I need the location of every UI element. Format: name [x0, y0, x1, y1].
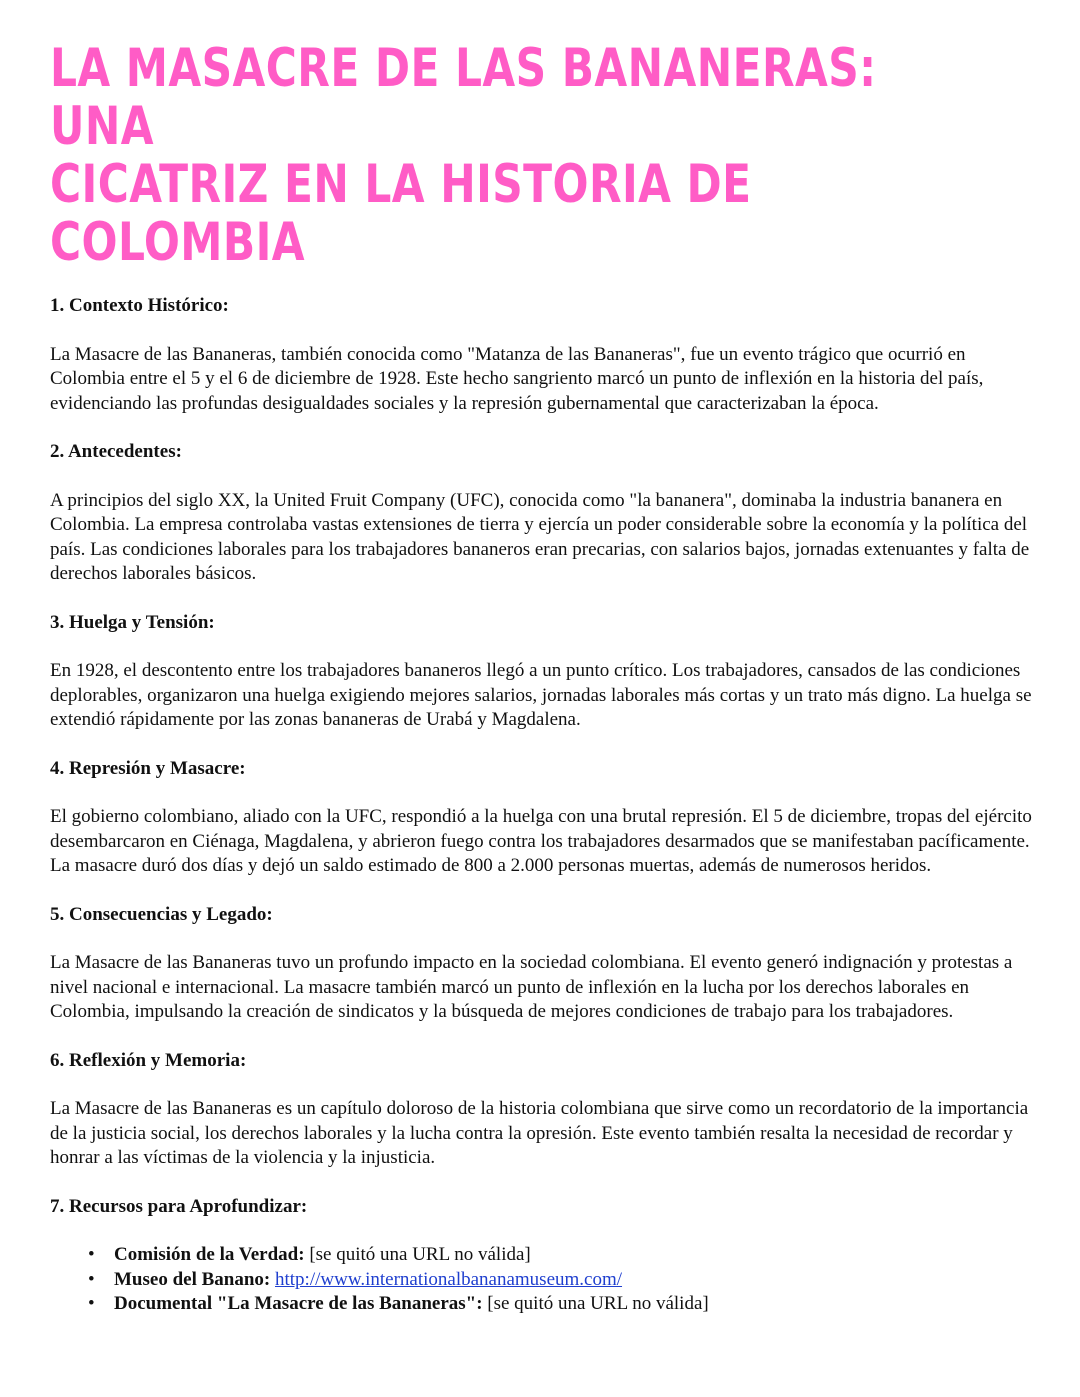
document-page [50, 40, 1035, 1317]
section-heading: 7. Recursos para Aprofundizar: [50, 1195, 308, 1217]
resources-list [50, 1243, 1035, 1317]
section-body: La Masacre de las Bananeras tuvo un profundo impacto en la sociedad colombiana. El evento generó indignación y protestas a nivel nacional e internacional. La masacre también marcó un punto de inflexión en la lucha por los derechos laborales en Colombia, impulsando la creación de sindicatos y la búsqueda de mejores condiciones de trabajo para los trabajadores. [50, 952, 1013, 1022]
resource-note: [se quitó una URL no válida] [487, 1293, 709, 1314]
section-consecuencias [50, 903, 1035, 1025]
section-body: La Masacre de las Bananeras, también conocida como "Matanza de las Bananeras", fue un evento trágico que ocurrió en Colombia entre el 5 y el 6 de diciembre de 1928. Este hecho sangriento marcó un punto de inflexión en la historia del país, evidenciando las profundas desigualdades sociales y la represión gubernamental que caracterizaban la época. [50, 343, 984, 414]
document-title [50, 40, 986, 272]
resource-name: Comisión de la Verdad: [114, 1244, 305, 1265]
section-body: A principios del siglo XX, la United Fruit Company (UFC), conocida como "la bananera", dominaba la industria bananera en Colombia. La empresa controlaba vastas extensiones de tierra y ejercía un poder considerable sobre la economía y la política del país. Las condiciones laborales para los trabajadores bananeros eran precarias, con salarios bajos, jornadas extenuantes y falta de derechos laborales básicos. [50, 489, 1030, 584]
section-recursos [50, 1195, 1035, 1317]
title-line-2: CICATRIZ EN LA HISTORIA DE COLOMBIA [50, 154, 752, 273]
museo-del-banano-link[interactable]: http://www.internationalbananamuseum.com/ [275, 1268, 623, 1290]
section-contexto [50, 294, 1035, 416]
title-line-1: LA MASACRE DE LAS BANANERAS: UNA [50, 38, 877, 157]
section-body: En 1928, el descontento entre los trabajadores bananeros llegó a un punto crítico. Los trabajadores, cansados de las condiciones deplorables, organizaron una huelga exigiendo mejores salarios, jornadas laborales más cortas y un trato más digno. La huelga se extendió rápidamente por las zonas bananeras de Urabá y Magdalena. [50, 660, 1032, 730]
section-heading: 6. Reflexión y Memoria: [50, 1049, 247, 1071]
section-heading: 3. Huelga y Tensión: [50, 611, 215, 633]
section-reflexion [50, 1049, 1035, 1171]
list-item [88, 1292, 1035, 1317]
bullet-icon: • [88, 1268, 95, 1290]
list-item [88, 1268, 1035, 1293]
bullet-icon: • [88, 1293, 95, 1314]
list-item [88, 1243, 1035, 1268]
section-antecedentes [50, 440, 1035, 587]
resource-name: Documental "La Masacre de las Bananeras": [114, 1293, 483, 1314]
bullet-icon: • [88, 1244, 95, 1265]
resource-note: [se quitó una URL no válida] [309, 1244, 531, 1265]
section-heading: 2. Antecedentes: [50, 441, 182, 462]
section-represion [50, 757, 1035, 879]
section-huelga [50, 611, 1035, 733]
section-heading: 4. Represión y Masacre: [50, 757, 246, 779]
section-heading: 5. Consecuencias y Legado: [50, 903, 273, 925]
section-body: La Masacre de las Bananeras es un capítulo doloroso de la historia colombiana que sirve como un recordatorio de la importancia de la justicia social, los derechos laborales y la lucha contra la opresión. Este evento también resalta la necesidad de recordar y honrar a las víctimas de la violencia y la injusticia. [50, 1098, 1029, 1168]
section-body: El gobierno colombiano, aliado con la UFC, respondió a la huelga con una brutal represión. El 5 de diciembre, tropas del ejército desembarcaron en Ciénaga, Magdalena, y abrieron fuego contra los trabajadores desarmados que se manifestaban pacíficamente. La masacre duró dos días y dejó un saldo estimado de 800 a 2.000 personas muertas, además de numerosos heridos. [50, 806, 1032, 876]
resource-name: Museo del Banano: [114, 1268, 271, 1290]
section-heading: 1. Contexto Histórico: [50, 295, 229, 316]
